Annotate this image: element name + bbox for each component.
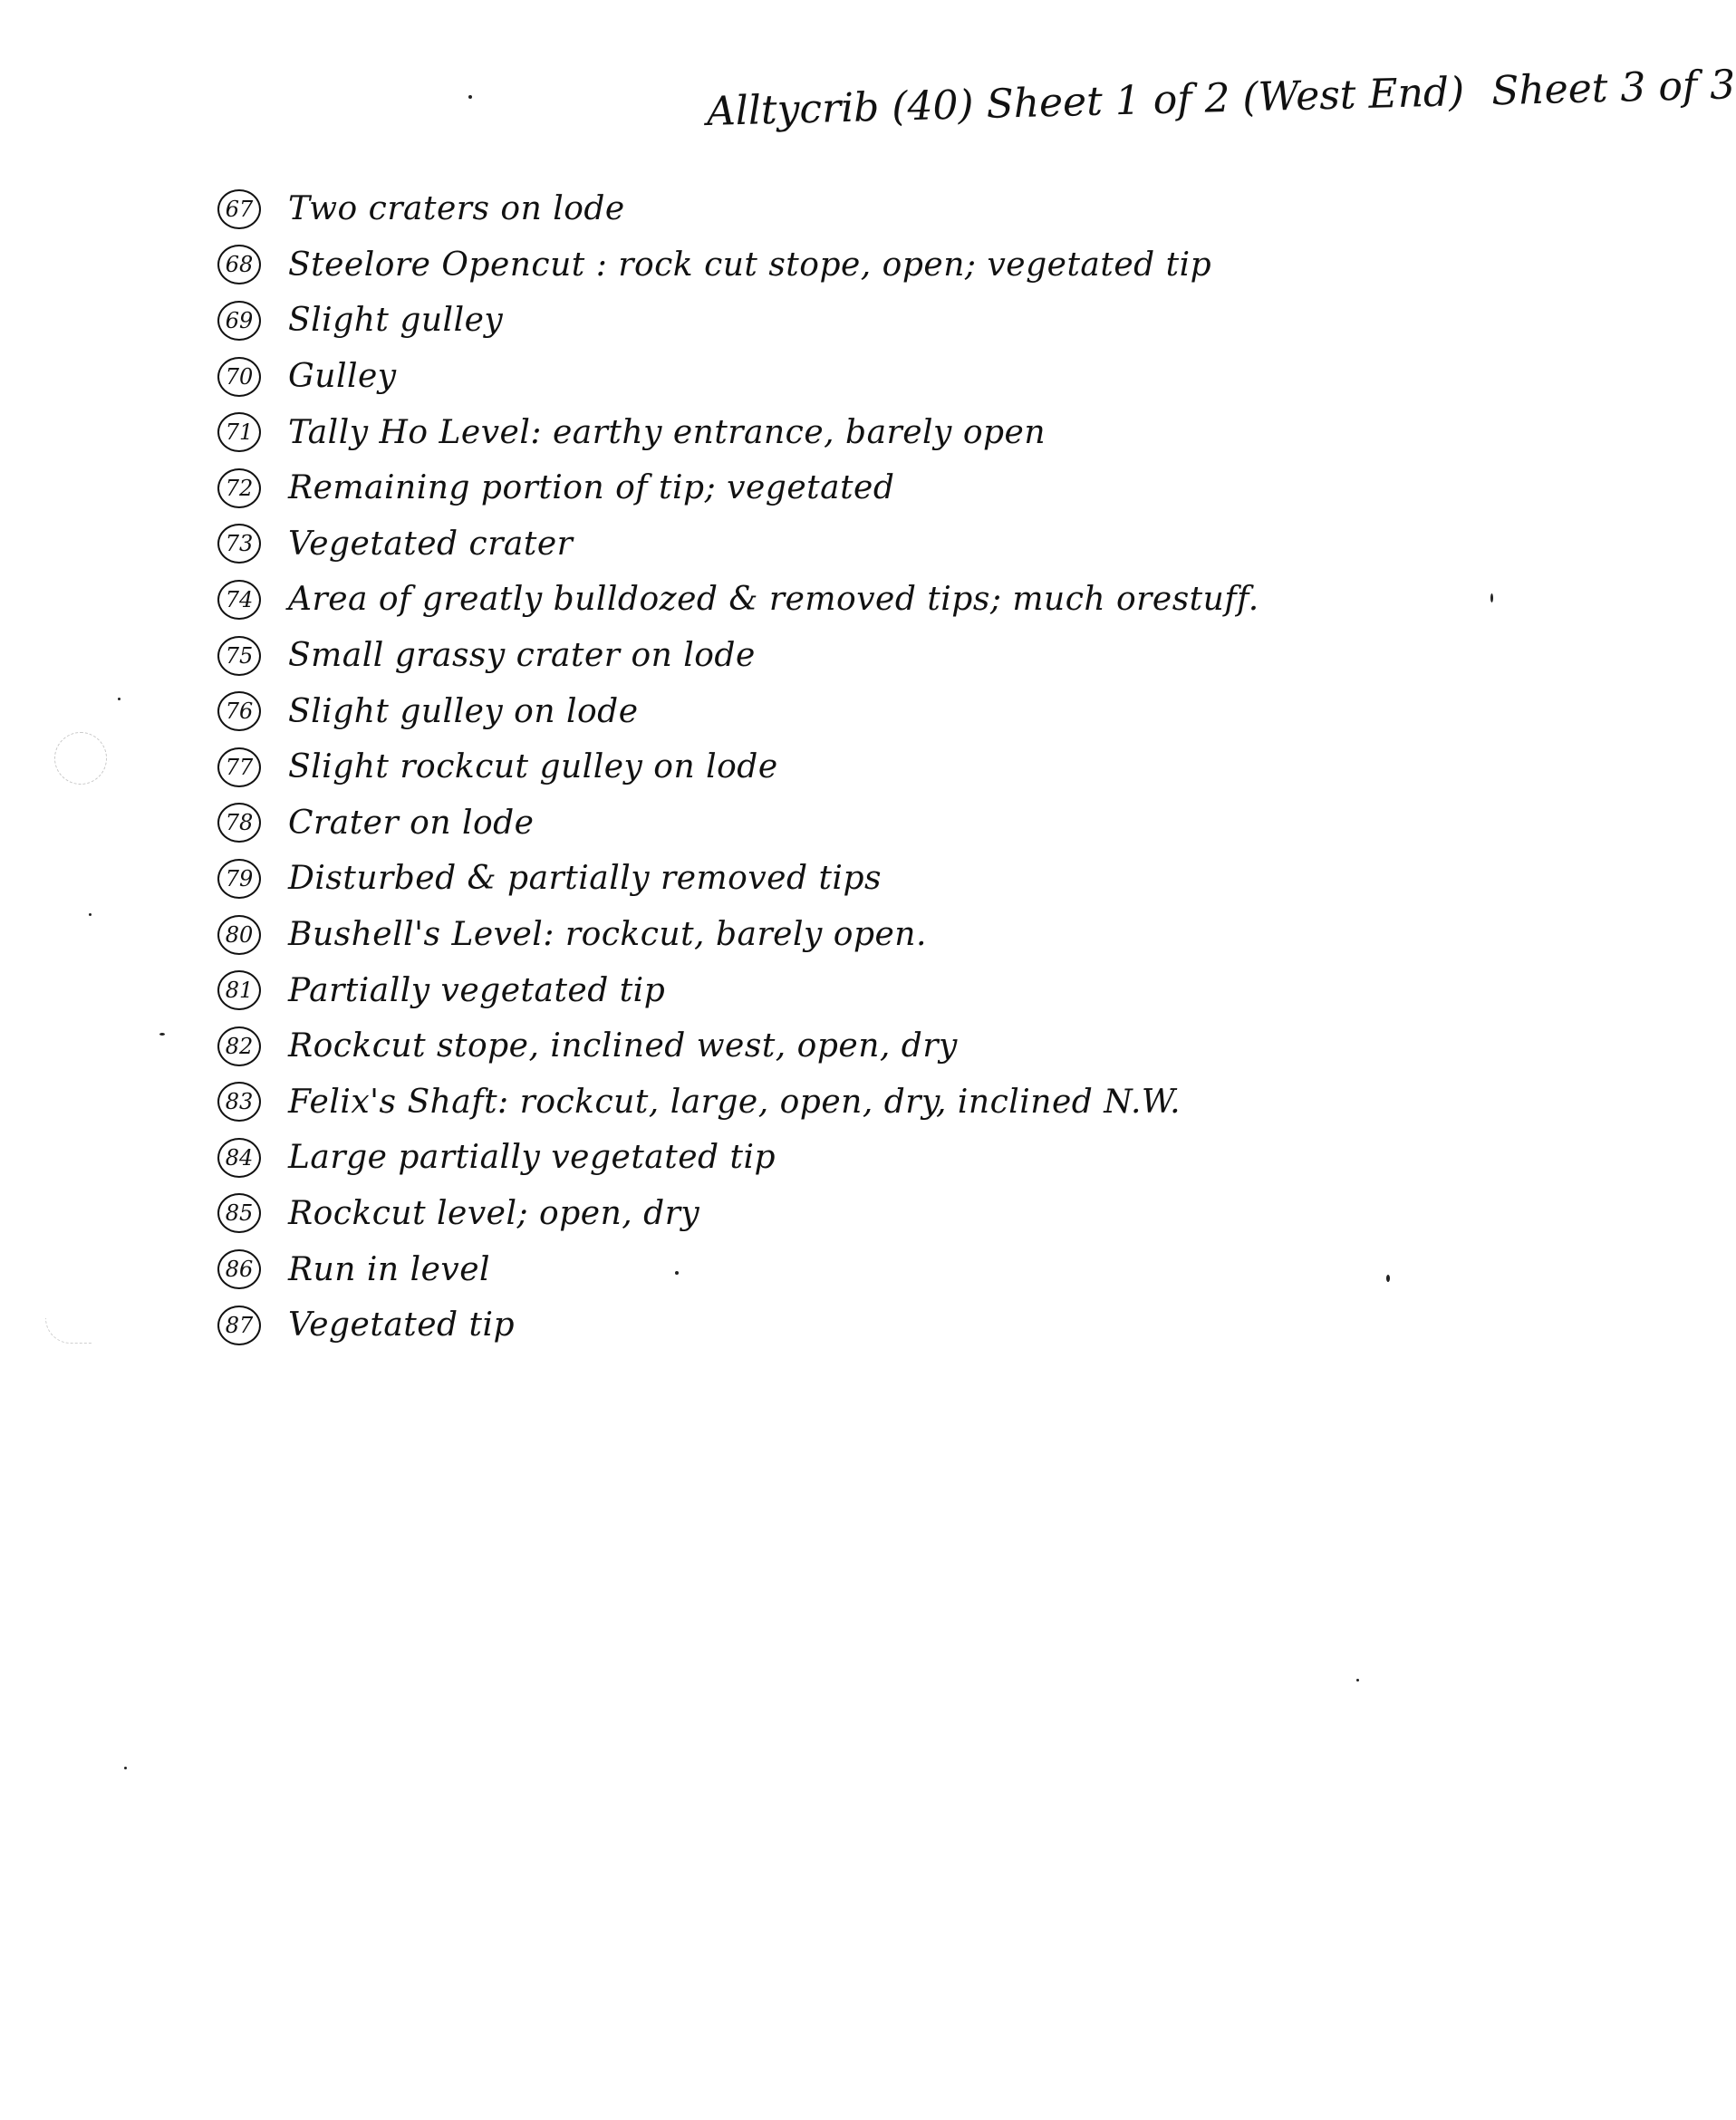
circled-number: 82 bbox=[217, 1026, 261, 1066]
circled-number: 67 bbox=[217, 189, 261, 229]
scan-speck bbox=[1490, 593, 1493, 602]
list-item bbox=[217, 628, 1395, 684]
list-item bbox=[217, 460, 1395, 516]
circled-number: 68 bbox=[217, 245, 261, 284]
scan-speck bbox=[118, 698, 121, 700]
sheet-header bbox=[706, 62, 1735, 135]
circled-number: 77 bbox=[217, 747, 261, 787]
list-item bbox=[217, 1241, 1395, 1297]
circled-number: 69 bbox=[217, 301, 261, 341]
circled-number: 86 bbox=[217, 1249, 261, 1289]
scan-speck bbox=[1386, 1275, 1390, 1282]
circled-number: 80 bbox=[217, 915, 261, 955]
entry-text: Gulley bbox=[288, 358, 397, 396]
scan-speck bbox=[159, 1033, 165, 1036]
list-item bbox=[217, 516, 1395, 573]
entry-text: Bushell's Level: rockcut, barely open. bbox=[288, 916, 927, 954]
list-item bbox=[217, 1130, 1395, 1186]
circled-number: 84 bbox=[217, 1138, 261, 1178]
entry-text: Tally Ho Level: earthy entrance, barely open bbox=[288, 413, 1046, 451]
entry-text: Two craters on lode bbox=[288, 190, 625, 228]
entry-text: Small grassy crater on lode bbox=[288, 637, 756, 675]
circled-number: 85 bbox=[217, 1193, 261, 1233]
entry-text: Large partially vegetated tip bbox=[288, 1139, 776, 1177]
entry-text: Vegetated tip bbox=[288, 1306, 516, 1344]
entry-text: Run in level bbox=[288, 1250, 491, 1288]
entry-text: Rockcut stope, inclined west, open, dry bbox=[288, 1027, 958, 1065]
list-item bbox=[217, 293, 1395, 349]
punch-hole-mark bbox=[54, 732, 107, 785]
entry-text: Slight gulley bbox=[288, 302, 504, 340]
entry-text: Crater on lode bbox=[288, 804, 535, 842]
circled-number: 79 bbox=[217, 859, 261, 899]
list-item bbox=[217, 349, 1395, 405]
entry-text: Steelore Opencut : rock cut stope, open; vegetated tip bbox=[288, 246, 1212, 284]
entry-text: Remaining portion of tip; vegetated bbox=[288, 469, 895, 507]
scan-speck bbox=[468, 95, 472, 99]
circled-number: 75 bbox=[217, 636, 261, 676]
list-item bbox=[217, 1074, 1395, 1131]
list-item bbox=[217, 1297, 1395, 1354]
list-item bbox=[217, 851, 1395, 907]
list-item bbox=[217, 683, 1395, 739]
circled-number: 73 bbox=[217, 524, 261, 564]
entry-text: Area of greatly bulldozed & removed tips; much orestuff. bbox=[288, 581, 1259, 619]
list-item bbox=[217, 572, 1395, 628]
scan-speck bbox=[124, 1767, 127, 1769]
entry-text: Rockcut level; open, dry bbox=[288, 1194, 700, 1232]
circled-number: 71 bbox=[217, 412, 261, 452]
circled-number: 72 bbox=[217, 468, 261, 508]
list-item bbox=[217, 181, 1395, 237]
list-item bbox=[217, 237, 1395, 294]
circled-number: 74 bbox=[217, 580, 261, 620]
header-sheet-total: Sheet 3 of 3 bbox=[1490, 62, 1736, 115]
header-title: Alltycrib (40) Sheet 1 of 2 (West End) bbox=[706, 69, 1465, 135]
list-item bbox=[217, 1186, 1395, 1242]
list-item bbox=[217, 795, 1395, 852]
entry-text: Partially vegetated tip bbox=[288, 971, 666, 1009]
entry-list bbox=[217, 181, 1395, 1353]
scan-speck bbox=[675, 1271, 679, 1275]
circled-number: 87 bbox=[217, 1306, 261, 1345]
circled-number: 70 bbox=[217, 357, 261, 397]
circled-number: 83 bbox=[217, 1082, 261, 1122]
entry-text: Vegetated crater bbox=[288, 525, 574, 563]
list-item bbox=[217, 962, 1395, 1018]
list-item bbox=[217, 739, 1395, 795]
circled-number: 76 bbox=[217, 691, 261, 731]
list-item bbox=[217, 404, 1395, 460]
punch-hole-mark bbox=[45, 1318, 92, 1344]
list-item bbox=[217, 907, 1395, 963]
entry-text: Felix's Shaft: rockcut, large, open, dry, inclined N.W. bbox=[288, 1083, 1181, 1121]
circled-number: 78 bbox=[217, 803, 261, 843]
scan-speck bbox=[1356, 1679, 1359, 1682]
entry-text: Slight rockcut gulley on lode bbox=[288, 748, 778, 786]
circled-number: 81 bbox=[217, 970, 261, 1010]
list-item bbox=[217, 1018, 1395, 1074]
entry-text: Disturbed & partially removed tips bbox=[288, 860, 882, 898]
scan-speck bbox=[89, 913, 92, 916]
entry-text: Slight gulley on lode bbox=[288, 692, 639, 730]
